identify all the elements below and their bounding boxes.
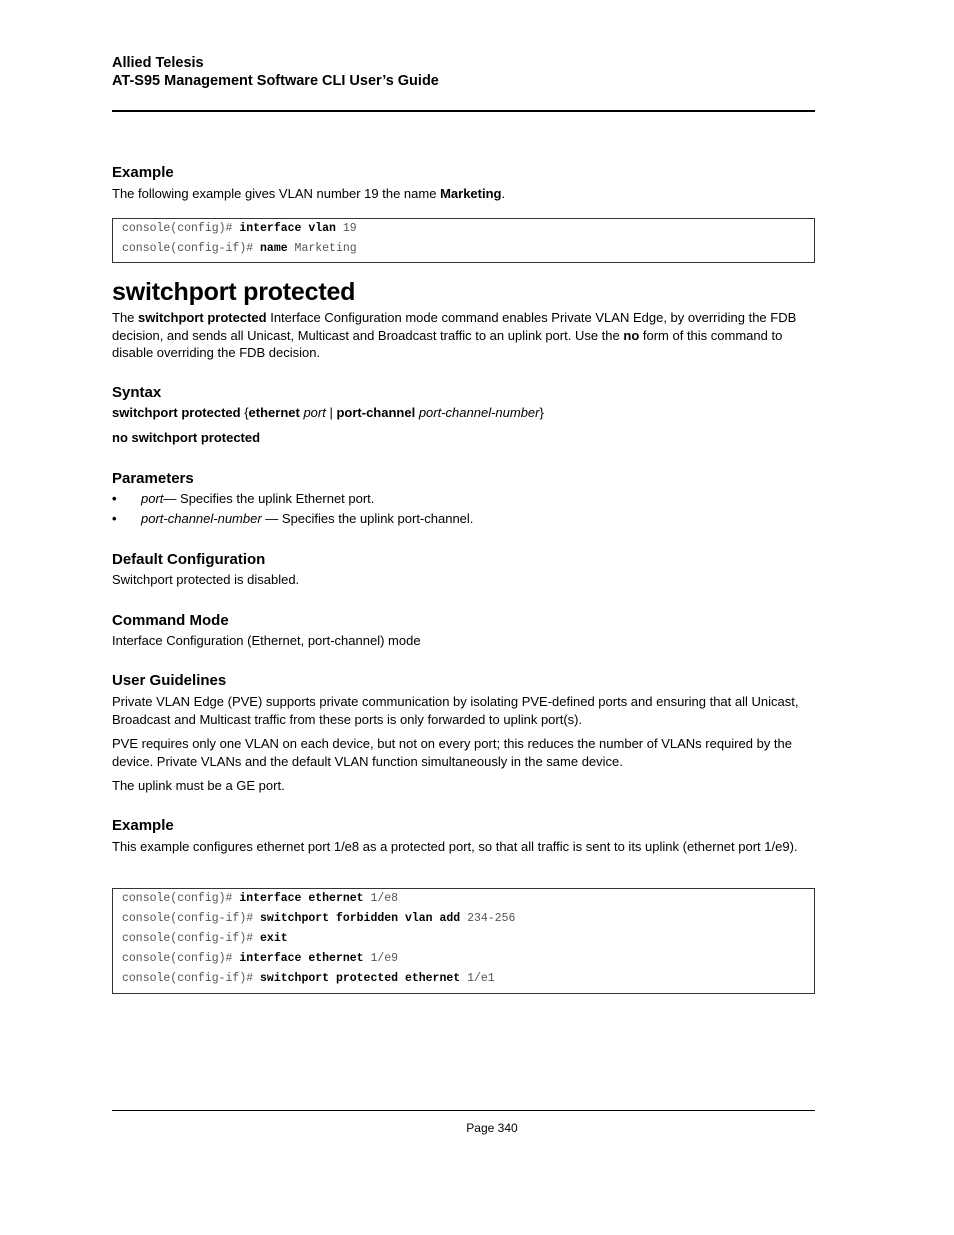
example2-code-block [112,888,815,994]
example1-text: The following example gives VLAN number 19 the name Marketing. [112,186,506,201]
page-number: Page 340 [466,1121,518,1135]
command-mode-text: Interface Configuration (Ethernet, port-channel) mode [112,633,421,648]
bullet: • [112,511,117,526]
section-title: switchport protected [112,278,356,306]
guidelines-paragraph-3: The uplink must be a GE port. [112,778,285,793]
header-title: AT-S95 Management Software CLI User’s Guide [112,73,439,89]
code-line: console(config-if)# switchport forbidden vlan add 234-256 [122,912,516,925]
guidelines-paragraph-1: Private VLAN Edge (PVE) supports private communication by isolating PVE-defined ports and ensuring that all Unicast, Broadcast and Multicast traffic from these ports is only forwarded to uplink port(s). [112,694,799,727]
code-line: console(config)# interface ethernet 1/e9 [122,952,399,965]
header-company: Allied Telesis [112,55,204,71]
example1-heading: Example [112,164,174,181]
example1-code-block [112,218,815,263]
guidelines-paragraph-2: PVE requires only one VLAN on each device, but not on every port; this reduces the number of VLANs required by the device. Private VLANs and the default VLAN function simultaneously in the same device. [112,736,792,769]
default-config-heading: Default Configuration [112,551,266,568]
code-line: console(config-if)# switchport protected ethernet 1/e1 [122,972,495,985]
code-line: console(config-if)# exit [122,932,288,945]
footer-rule [112,1110,815,1111]
running-header [112,54,439,90]
command-mode-heading: Command Mode [112,612,229,629]
bullet: • [112,491,117,506]
code-line: console(config-if)# name Marketing [122,242,357,255]
example2-heading: Example [112,817,174,834]
syntax-line-2: no switchport protected [112,430,261,445]
parameters-heading: Parameters [112,470,194,487]
syntax-heading: Syntax [112,384,162,401]
section-intro: The switchport protected Interface Configuration mode command enables Private VLAN Edge, by overriding the FDB decision, and sends all Unicast, Multicast and Broadcast traffic to an uplink port. Use the no form of this command to disable overriding the FDB decision. [112,310,797,360]
header-rule [112,110,815,112]
syntax-line-1: switchport protected {ethernet port | port-channel port-channel-number} [112,405,544,420]
code-line: console(config)# interface ethernet 1/e8 [122,892,399,905]
default-config-text: Switchport protected is disabled. [112,572,300,587]
example2-text: This example configures ethernet port 1/e8 as a protected port, so that all traffic is sent to its uplink (ethernet port 1/e9). [112,839,798,854]
guidelines-heading: User Guidelines [112,672,227,689]
code-line: console(config)# interface vlan 19 [122,222,357,235]
